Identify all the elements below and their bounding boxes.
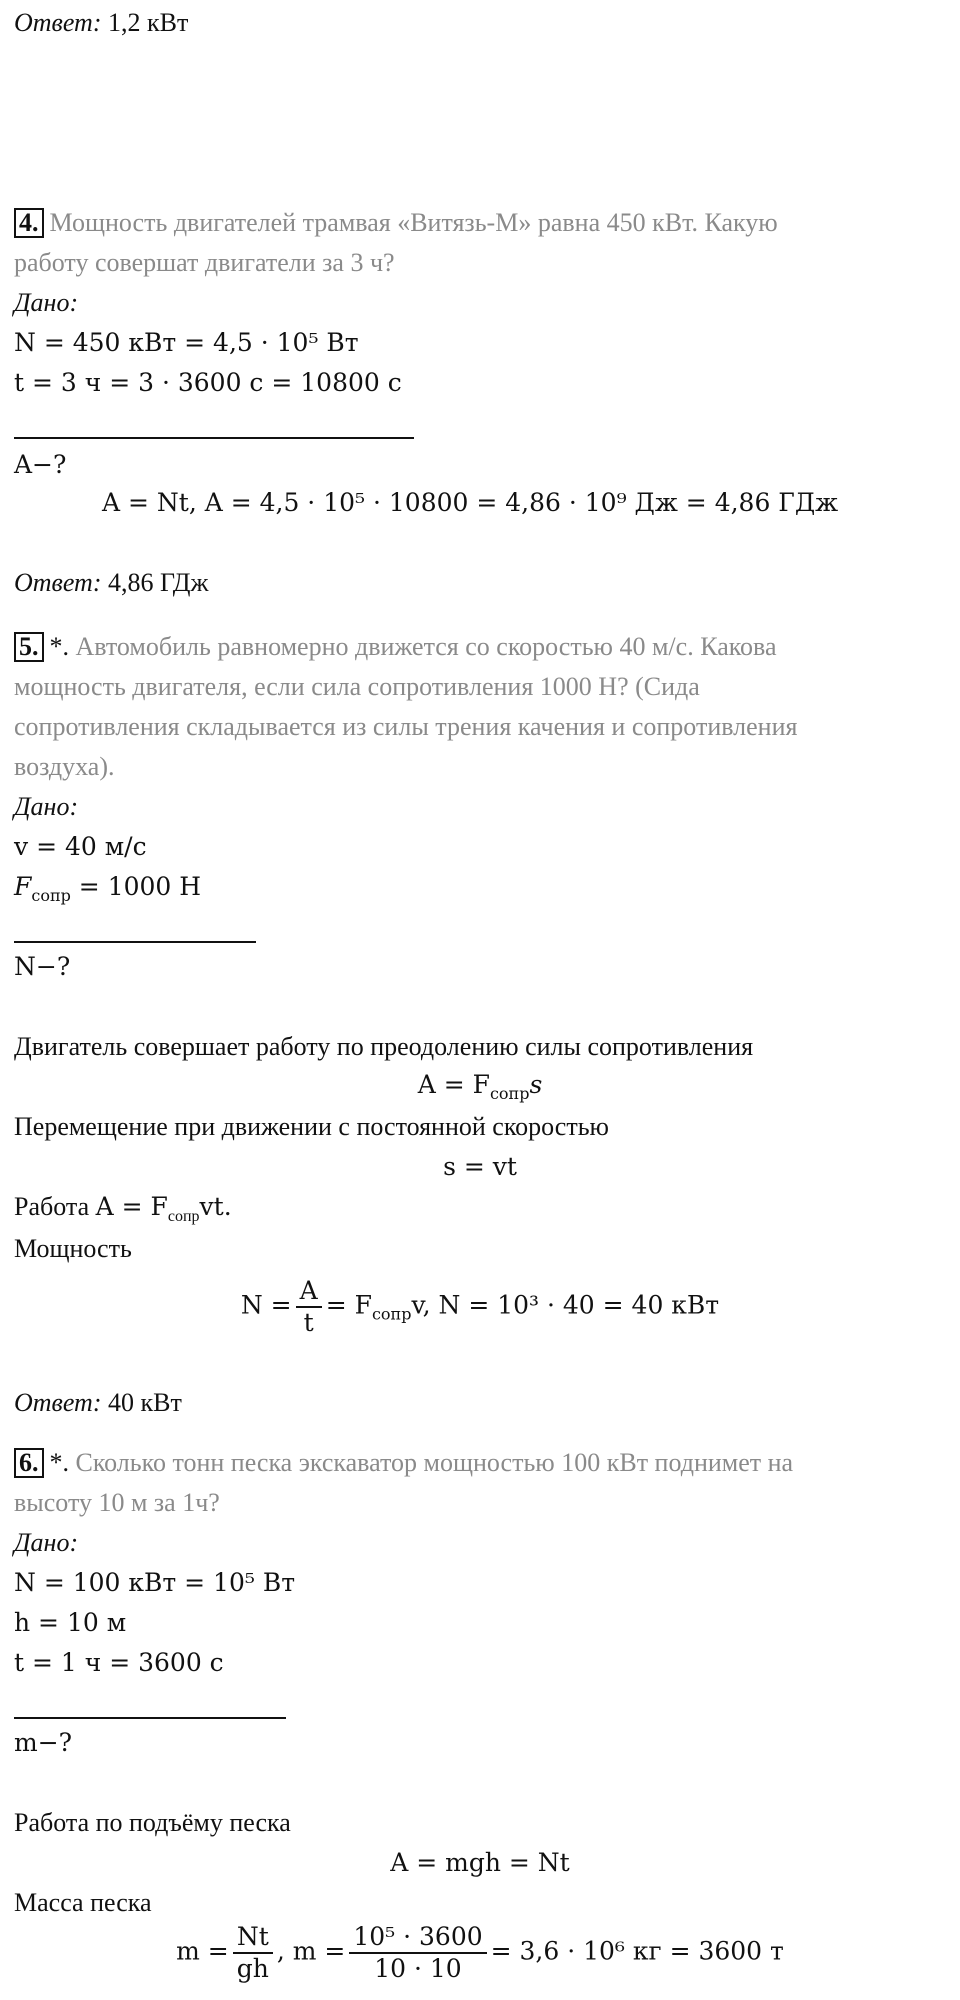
problem-5-statement-line4: воздуха). [14, 752, 115, 781]
problem-5-statement-line2: мощность двигателя, если сила сопротивления 1000 Н? (Сида [14, 672, 700, 701]
star-mark: *. [49, 1448, 69, 1477]
given-resistance: $F_{сопр} = 1000$ Н [14, 872, 202, 905]
divider-line [14, 1717, 286, 1719]
formula-displacement: s = vt [443, 1152, 517, 1181]
given-power: N = 100 кВт = 10⁵ Вт [14, 1568, 296, 1597]
solution-text-2: Перемещение при движении с постоянной скоростью [14, 1112, 609, 1141]
divider-line [14, 437, 414, 439]
given-time: t = 3 ч = 3 · 3600 с = 10800 с [14, 368, 402, 397]
given-label: Дано: [14, 792, 79, 821]
given-label: Дано: [14, 288, 79, 317]
solution-text-2: Масса песка [14, 1888, 152, 1917]
answer-label: Ответ: [14, 8, 102, 37]
given-height: h = 10 м [14, 1608, 127, 1637]
problem-6-statement-line2: высоту 10 м за 1ч? [14, 1488, 220, 1517]
answer-value: 4,86 ГДж [107, 568, 209, 597]
answer-line [14, 1386, 182, 1420]
find-work: A−? [14, 450, 67, 479]
given-time: t = 1 ч = 3600 с [14, 1648, 224, 1677]
formula-power: N = $\frac{A}{t}$ = $F_{сопр}v$, N = 10³ · 40 = 40 кВт [240, 1276, 720, 1337]
answer-value: 1,2 кВт [107, 8, 189, 37]
problem-number: 4. [14, 208, 44, 238]
solution-text-1: Работа по подъёму песка [14, 1808, 291, 1837]
solution-text-4: Мощность [14, 1234, 132, 1263]
answer-value: 40 кВт [107, 1388, 182, 1417]
answer-line-top [14, 6, 188, 40]
problem-number: 5. [14, 632, 44, 662]
problem-text: Мощность двигателей трамвая «Витязь-М» равна 450 кВт. Какую [49, 208, 778, 237]
problem-text: Автомобиль равномерно движется со скоростью 40 м/с. Какова [75, 632, 777, 661]
problem-text: Сколько тонн песка экскаватор мощностью 100 кВт поднимет на [75, 1448, 794, 1477]
answer-line [14, 566, 208, 600]
find-mass: m−? [14, 1728, 73, 1757]
star-mark: *. [49, 632, 69, 661]
problem-4-statement-line1 [14, 206, 778, 240]
solution-text-3: Работа $A = F_{сопр}vt$. [14, 1192, 232, 1226]
problem-number: 6. [14, 1448, 44, 1478]
divider-line [14, 941, 256, 943]
problem-6-statement-line1 [14, 1446, 793, 1480]
problem-4-statement-line2: работу совершат двигатели за 3 ч? [14, 248, 395, 277]
find-power: N−? [14, 952, 71, 981]
problem-5-statement-line3: сопротивления складывается из силы трения качения и сопротивления [14, 712, 798, 741]
given-speed: v = 40 м/с [14, 832, 147, 861]
given-label: Дано: [14, 1528, 79, 1557]
answer-label: Ответ: [14, 1388, 102, 1417]
formula-work: $A = F_{сопр}s$ [417, 1070, 543, 1103]
formula-work: A = mgh = Nt [390, 1848, 570, 1877]
solution-text-1: Двигатель совершает работу по преодолению силы сопротивления [14, 1032, 754, 1061]
problem-5-statement-line1 [14, 630, 777, 664]
solution-formula: A = Nt, A = 4,5 · 10⁵ · 10800 = 4,86 · 10⁹ Дж = 4,86 ГДж [102, 488, 839, 517]
given-power: N = 450 кВт = 4,5 · 10⁵ Вт [14, 328, 359, 357]
answer-label: Ответ: [14, 568, 102, 597]
formula-mass: m = $\frac{Nt}{gh}$ , m = $\frac{\text{10⁵ · 3600}}{10 \cdot 10}$ = 3,6 · 10⁶ кг = 3600 т [176, 1922, 784, 1983]
